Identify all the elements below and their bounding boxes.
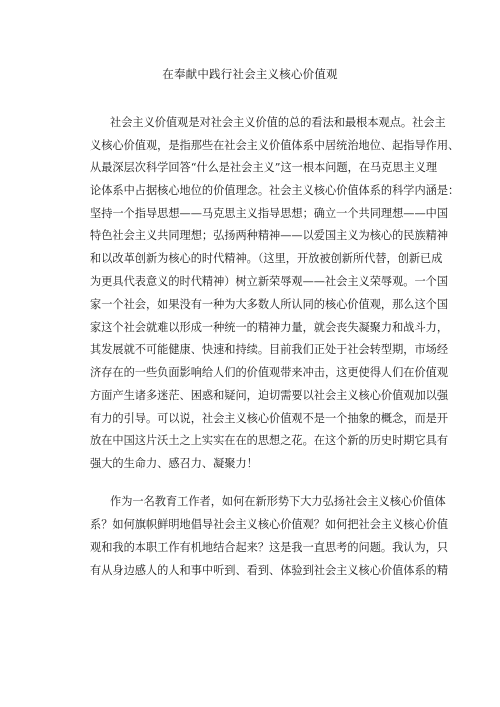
paragraph-line: 强大的生命力、感召力、凝聚力！	[90, 457, 258, 470]
paragraph-line: 济存在的一些负面影响给人们的价值观带来冲击，这更使得人们在价值观	[90, 366, 449, 379]
paragraph-line: 家一个社会，如果没有一种为大多数人所认同的核心价值观，那么这个国	[90, 298, 449, 311]
paragraph-line: 其发展就不可能健康、快速和持续。目前我们正处于社会转型期，市场经	[90, 343, 449, 356]
paragraph-line: 观和我的本职工作有机地结合起来？这是我一直思考的问题。我认为，只	[90, 541, 449, 554]
paragraph-line: 社会主义价值观是对社会主义价值的总的看法和最根本观点。社会主	[110, 116, 446, 129]
paragraph-line: 有力的引导。可以说，社会主义核心价值观不是一个抽象的概念，而是开	[90, 412, 449, 425]
document-title: 在奉献中践行社会主义核心价值观	[162, 67, 338, 81]
paragraph-line: 方面产生诸多迷茫、困惑和疑问，迫切需要以社会主义核心价值观加以强	[90, 389, 449, 402]
paragraph-line: 义核心价值观，是指那些在社会主义价值体系中居统治地位、起指导作用、	[90, 139, 460, 152]
paragraph-line: 系？如何旗帜鲜明地倡导社会主义核心价值观？如何把社会主义核心价值	[90, 518, 449, 531]
paragraph-line: 家这个社会就难以形成一种统一的精神力量，就会丧失凝聚力和战斗力，	[90, 321, 449, 334]
paragraph-line: 从最深层次科学回答“什么是社会主义”这一根本问题，在马克思主义理	[90, 161, 438, 174]
paragraph-line: 放在中国这片沃土之上实实在在的思想之花。在这个新的历史时期它具有	[90, 434, 449, 447]
paragraph-line: 作为一名教育工作者，如何在新形势下大力弘扬社会主义核心价值体	[110, 495, 446, 508]
paragraph-line: 论体系中占据核心地位的价值理念。社会主义核心价值体系的科学内涵是：	[90, 184, 460, 197]
paragraph-line: 有从身边感人的人和事中听到、看到、体验到社会主义核心价值体系的精	[90, 564, 449, 577]
paragraph-line: 和以改革创新为核心的时代精神。（这里，开放被创新所代替，创新已成	[90, 252, 443, 265]
paragraph-line: 为更具代表意义的时代精神）树立新荣辱观——社会主义荣辱观。一个国	[90, 275, 449, 288]
paragraph-line: 坚持一个指导思想——马克思主义指导思想；确立一个共同理想——中国	[90, 207, 449, 220]
paragraph-line: 特色社会主义共同理想；弘扬两种精神——以爱国主义为核心的民族精神	[90, 229, 449, 242]
